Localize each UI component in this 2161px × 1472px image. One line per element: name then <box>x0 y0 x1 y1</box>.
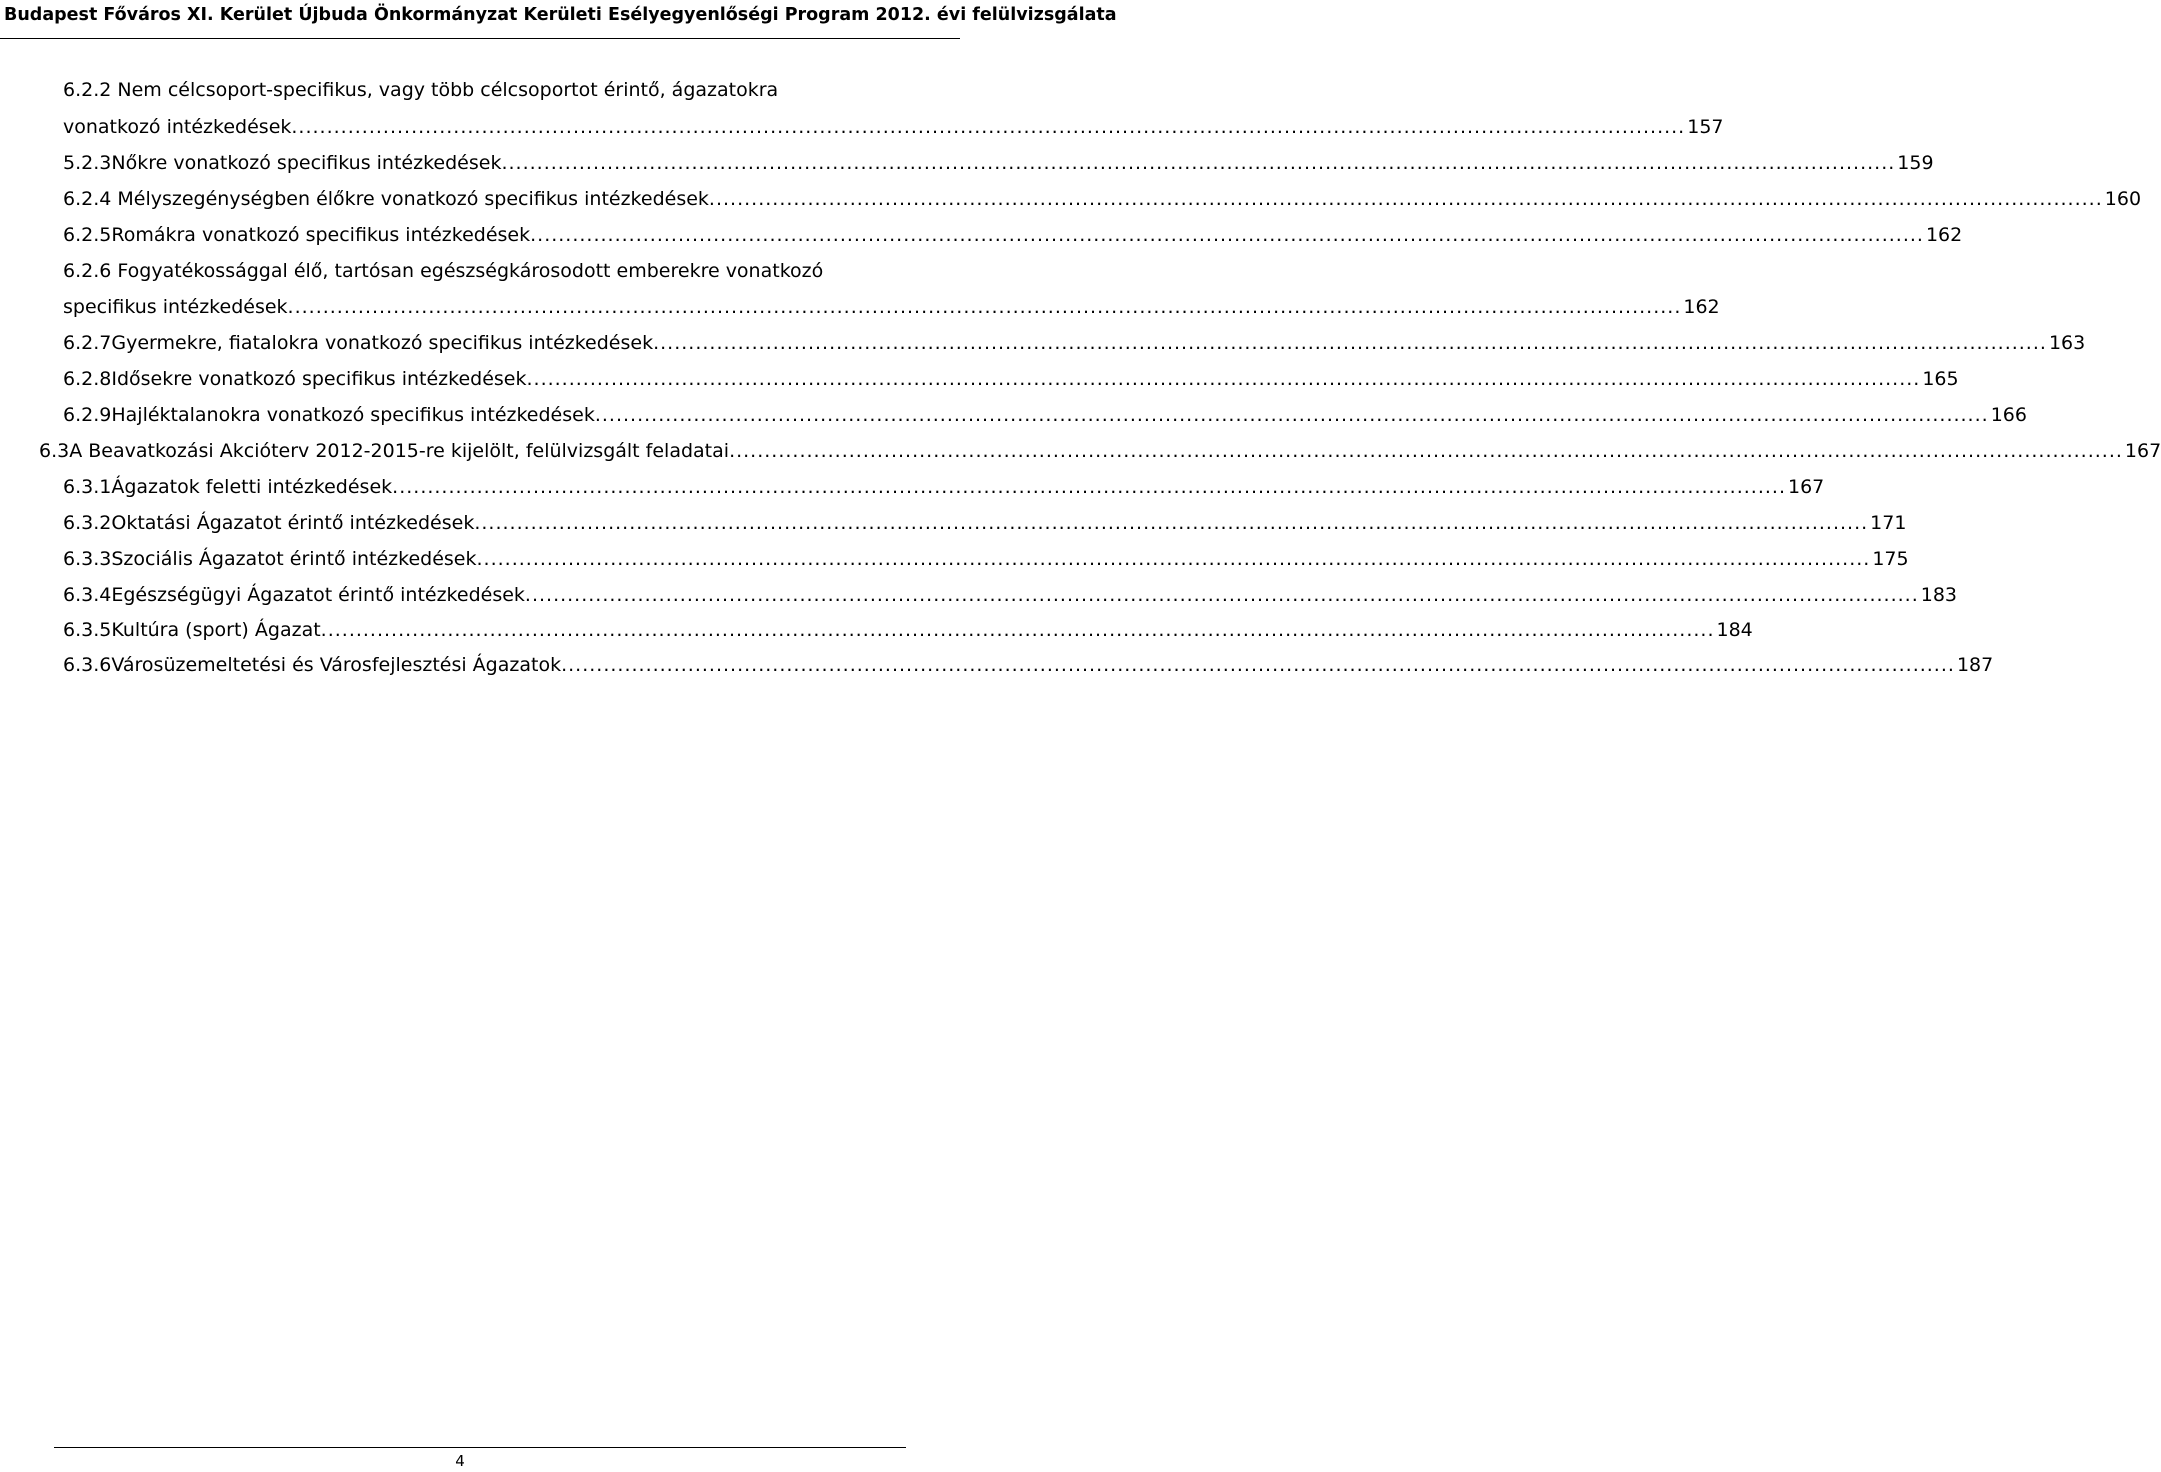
dot-leader <box>288 294 1682 320</box>
toc-entry-6-3-5[interactable] <box>63 617 1753 643</box>
dot-leader <box>501 150 1895 176</box>
toc-entry-6-3-6[interactable] <box>63 652 1994 678</box>
toc-entry-page: 167 <box>1788 476 1825 498</box>
toc-entry-title: Nőkre vonatkozó specifikus intézkedések <box>111 152 502 174</box>
toc-entry-title: Oktatási Ágazatot érintő intézkedések <box>111 512 475 534</box>
toc-entry-number: 6.3 <box>39 440 70 462</box>
dot-leader <box>653 330 2047 356</box>
toc-entry-title: Egészségügyi Ágazatot érintő intézkedések <box>111 584 525 606</box>
toc-entry-title: specifikus intézkedések <box>63 296 288 318</box>
toc-entry-number: 6.2.9 <box>63 404 112 426</box>
toc-entry-title: A Beavatkozási Akcióterv 2012-2015-re kijelölt, felülvizsgált feladatai <box>69 440 730 462</box>
toc-entry-5-2-3[interactable] <box>63 150 1934 176</box>
toc-entry-page: 183 <box>1920 584 1958 606</box>
dot-leader <box>474 510 1868 536</box>
toc-entry-page: 162 <box>1683 296 1720 318</box>
toc-entry-6-3-4[interactable] <box>63 582 1958 608</box>
toc-entry-number: 6.3.4 <box>63 584 112 606</box>
toc-entry-6-2-5[interactable] <box>63 222 1963 248</box>
toc-entry-title: Hajléktalanokra vonatkozó specifikus intézkedések <box>111 404 595 426</box>
footer-divider <box>54 1447 906 1448</box>
toc-entry-number: 6.3.5 <box>63 619 112 641</box>
toc-entry-number: 6.2.8 <box>63 368 112 390</box>
toc-entry-title: Városüzemeltetési és Városfejlesztési Ágazatok <box>111 654 562 676</box>
dot-leader <box>525 582 1919 608</box>
toc-entry-6-3-3[interactable] <box>63 546 1909 572</box>
toc-entry-title: 6.2.4 Mélyszegénységben élőkre vonatkozó specifikus intézkedések <box>63 188 709 210</box>
toc-entry-6-3[interactable] <box>39 438 2161 464</box>
toc-entry-number: 6.3.1 <box>63 476 112 498</box>
toc-entry-number: 6.3.6 <box>63 654 112 676</box>
toc-entry-6-2-4[interactable] <box>63 186 2142 212</box>
toc-entry-title: Szociális Ágazatot érintő intézkedések <box>111 548 477 570</box>
toc-entry-6-2-8[interactable] <box>63 366 1959 392</box>
toc-entry-6-2-7[interactable] <box>63 330 2086 356</box>
toc-entry-6-2-2-line1: 6.2.2 Nem célcsoport-specifikus, vagy több célcsoportot érintő, ágazatokra <box>63 79 779 101</box>
toc-entry-title: Kultúra (sport) Ágazat <box>111 619 321 641</box>
dot-leader <box>291 114 1685 140</box>
toc-entry-page: 159 <box>1897 152 1934 174</box>
dot-leader <box>729 438 2123 464</box>
toc-entry-page: 162 <box>1925 224 1963 246</box>
dot-leader <box>477 546 1871 572</box>
toc-entry-number: 6.3.3 <box>63 548 112 570</box>
toc-entry-page: 184 <box>1716 619 1753 641</box>
toc-entry-6-2-9[interactable] <box>63 402 2027 428</box>
dot-leader <box>595 402 1989 428</box>
page-header <box>0 0 1117 39</box>
toc-entry-6-3-1[interactable] <box>63 474 1825 500</box>
dot-leader <box>530 222 1924 248</box>
toc-entry-title: Ágazatok feletti intézkedések <box>111 476 393 498</box>
header-title: Budapest Főváros XI. Kerület Újbuda Önkormányzat Kerületi Esélyegyenlőségi Program 2012. évi felülvizsgálata <box>4 5 1117 25</box>
toc-entry-page: 167 <box>2124 440 2161 462</box>
toc-entry-title: Idősekre vonatkozó specifikus intézkedések <box>111 368 527 390</box>
toc-entry-page: 187 <box>1956 654 1994 676</box>
toc-entry-title: Romákra vonatkozó specifikus intézkedések <box>111 224 531 246</box>
toc-entry-number: 5.2.3 <box>63 152 112 174</box>
toc-entry-page: 175 <box>1872 548 1909 570</box>
toc-entry-page: 160 <box>2104 188 2142 210</box>
toc-entry-page: 157 <box>1687 116 1724 138</box>
dot-leader <box>526 366 1920 392</box>
toc-entry-title: Gyermekre, fiatalokra vonatkozó specifikus intézkedések <box>111 332 654 354</box>
toc-entry-number: 6.2.7 <box>63 332 112 354</box>
dot-leader <box>561 652 1955 678</box>
toc-entry-page: 171 <box>1870 512 1907 534</box>
toc-entry-page: 165 <box>1922 368 1959 390</box>
toc-entry-title: vonatkozó intézkedések <box>63 116 292 138</box>
dot-leader <box>321 617 1715 643</box>
dot-leader <box>392 474 1786 500</box>
toc-entry-page: 166 <box>1990 404 2027 426</box>
page-number: 4 <box>455 1452 465 1470</box>
toc-entry-6-2-6-line1: 6.2.6 Fogyatékossággal élő, tartósan egészségkárosodott emberekre vonatkozó <box>63 260 824 282</box>
toc-entry-6-3-2[interactable] <box>63 510 1907 536</box>
toc-entry-page: 163 <box>2048 332 2086 354</box>
dot-leader <box>709 186 2103 212</box>
toc-entry-6-2-2[interactable] <box>63 114 1724 140</box>
toc-entry-number: 6.2.5 <box>63 224 112 246</box>
toc-entry-number: 6.3.2 <box>63 512 112 534</box>
toc-entry-6-2-6[interactable] <box>63 294 1720 320</box>
